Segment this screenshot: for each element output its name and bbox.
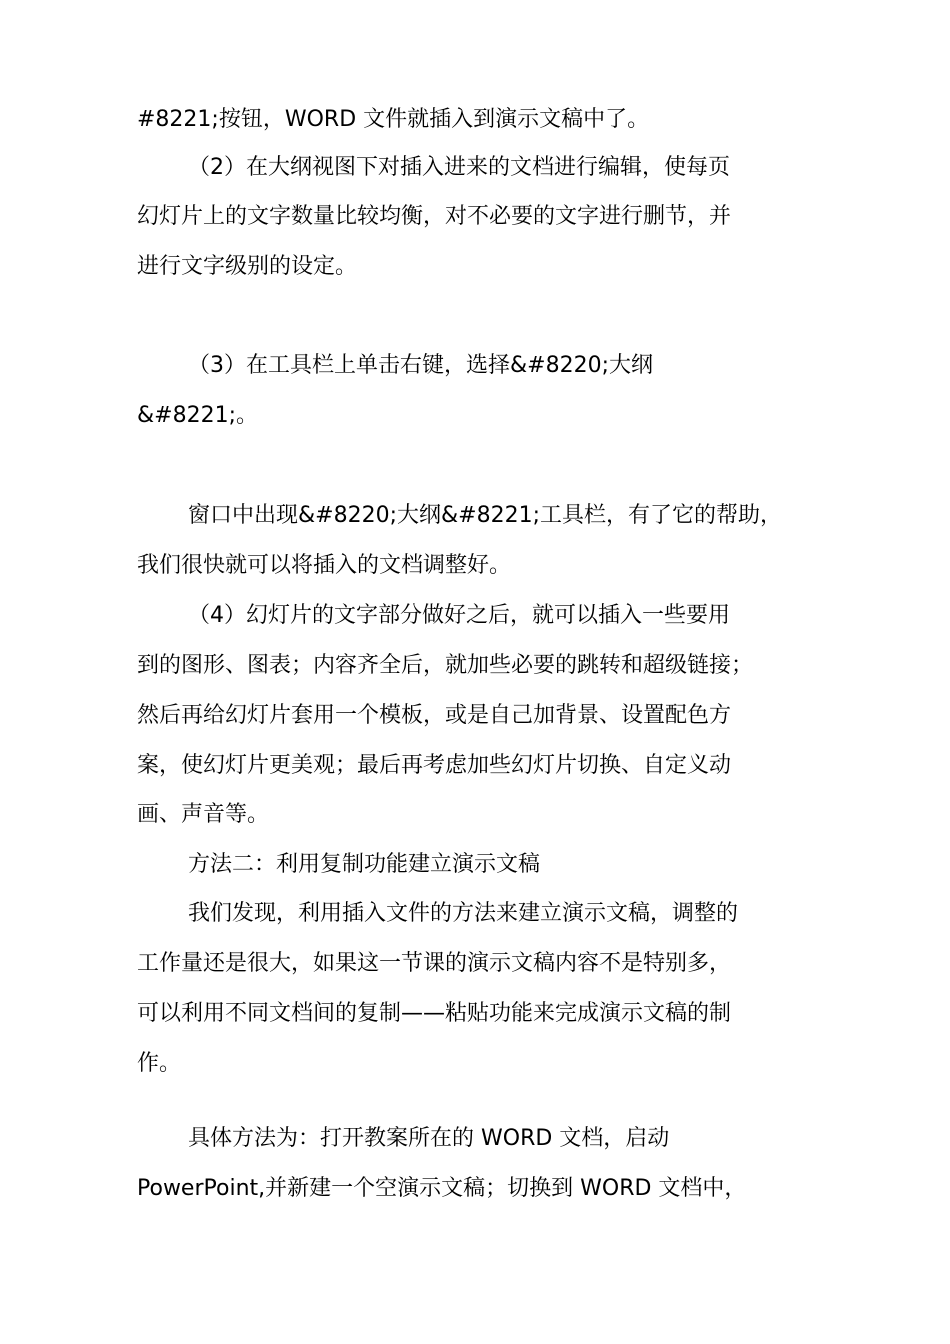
text-line: PowerPoint,并新建一个空演示文稿；切换到 WORD 文档中，: [137, 1176, 747, 1201]
text-line: 窗口中出现&#8220;大纲&#8221;工具栏，有了它的帮助，: [188, 503, 782, 528]
text-line: 进行文字级别的设定。: [137, 254, 358, 279]
text-line: 我们发现，利用插入文件的方法来建立演示文稿，调整的: [188, 901, 739, 926]
text-line: 可以利用不同文档间的复制——粘贴功能来完成演示文稿的制: [137, 1001, 732, 1026]
text-line: 幻灯片上的文字数量比较均衡，对不必要的文字进行删节，并: [137, 204, 732, 229]
text-line: #8221;按钮，WORD 文件就插入到演示文稿中了。: [137, 107, 650, 132]
text-line: 案，使幻灯片更美观；最后再考虑加些幻灯片切换、自定义动: [137, 753, 732, 778]
text-line: 画、声音等。: [137, 802, 270, 827]
text-line: 作。: [137, 1051, 182, 1076]
text-line: （4）幻灯片的文字部分做好之后，就可以插入一些要用: [188, 603, 730, 628]
text-line: 我们很快就可以将插入的文档调整好。: [137, 553, 512, 578]
text-line: &#8221;。: [137, 403, 258, 428]
text-line: 然后再给幻灯片套用一个模板，或是自己加背景、设置配色方: [137, 703, 732, 728]
text-line: 具体方法为：打开教案所在的 WORD 文档，启动: [188, 1126, 670, 1151]
text-line: 到的图形、图表；内容齐全后，就加些必要的跳转和超级链接；: [137, 653, 754, 678]
text-line: 工作量还是很大，如果这一节课的演示文稿内容不是特别多，: [137, 951, 732, 976]
section-heading: 方法二：利用复制功能建立演示文稿: [188, 852, 541, 877]
text-line: （2）在大纲视图下对插入进来的文档进行编辑，使每页: [188, 155, 730, 180]
text-line: （3）在工具栏上单击右键，选择&#8220;大纲: [188, 353, 653, 378]
